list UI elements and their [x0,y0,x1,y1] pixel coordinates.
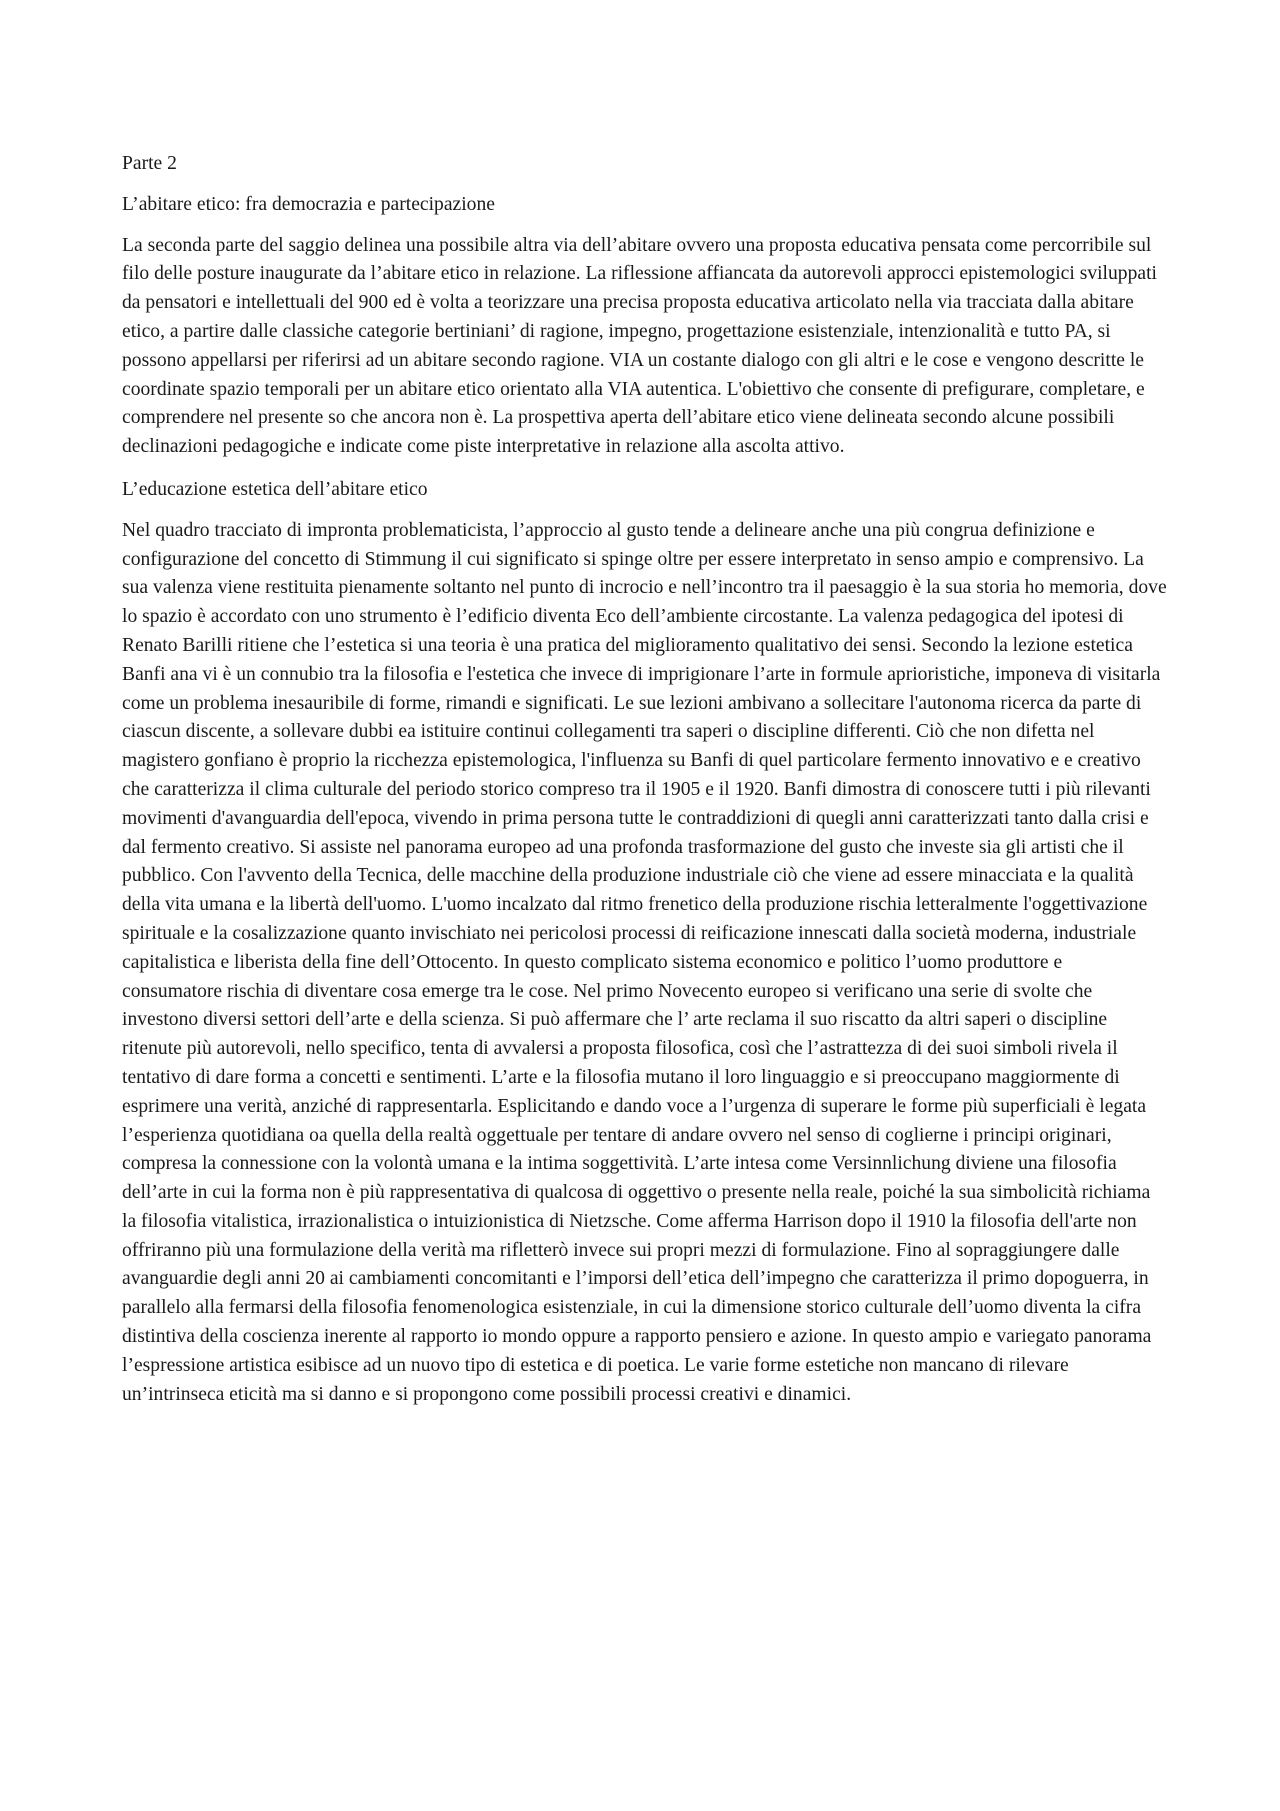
section-heading-educazione-estetica: L’educazione estetica dell’abitare etico [122,478,428,500]
document-page [122,150,1167,1423]
section-paragraph-educazione-estetica: Nel quadro tracciato di impronta problematicista, l’approccio al gusto tende a delineare anche una più congrua definizione e configurazione del concetto di Stimmung il cui significato si spinge oltre per essere interpretato in senso ampio e comprensivo. La sua valenza viene restituita pienamente soltanto nel punto di incrocio e nell’incontro tra il paesaggio è la sua storia ho memoria, dove lo spazio è accordato con uno strumento è l’edificio diventa Eco dell’ambiente circostante. La valenza pedagogica del ipotesi di Renato Barilli ritiene che l’estetica si una teoria è una pratica del miglioramento qualitativo dei sensi. Secondo la lezione estetica Banfi ana vi è un connubio tra la filosofia e l'estetica che invece di imprigionare l’arte in formule aprioristiche, imponeva di visitarla come un problema inesauribile di forme, rimandi e significati. Le sue lezioni ambivano a sollecitare l'autonoma ricerca da parte di ciascun discente, a sollevare dubbi ea istituire continui collegamenti tra saperi o discipline differenti. Ciò che non difetta nel magistero gonfiano è proprio la ricchezza epistemologica, l'influenza su Banfi di quel particolare fermento innovativo e e creativo che caratterizza il clima culturale del periodo storico compreso tra il 1905 e il 1920. Banfi dimostra di conoscere tutti i più rilevanti movimenti d'avanguardia dell'epoca, vivendo in prima persona tutte le contraddizioni di quegli anni caratterizzati tanto dalla crisi e dal fermento creativo. Si assiste nel panorama europeo ad una profonda trasformazione del gusto che investe sia gli artisti che il pubblico. Con l'avvento della Tecnica, delle macchine della produzione industriale ciò che viene ad essere minacciata e la qualità della vita umana e la libertà dell'uomo. L'uomo incalzato dal ritmo frenetico della produzione rischia letteralmente l'oggettivazione spirituale e la cosalizzazione quanto invischiato nei pericolosi processi di reificazione innescati dalla società moderna, industriale capitalistica e liberista della fine dell’Ottocento. In questo complicato sistema economico e politico l’uomo produttore e consumatore rischia di diventare cosa emerge tra le cose. Nel primo Novecento europeo si verificano una serie di svolte che investono diversi settori dell’arte e della scienza. Si può affermare che l’ arte reclama il suo riscatto da altri saperi o discipline ritenute più autorevoli, nello specifico, tenta di avvalersi a proposta filosofica, così che l’astrattezza di dei suoi simboli rivela il tentativo di dare forma a concetti e sentimenti. L’arte e la filosofia mutano il loro linguaggio e si preoccupano maggiormente di esprimere una verità, anziché di rappresentarla. Esplicitando e dando voce a l’urgenza di superare le forme più superficiali è legata l’esperienza quotidiana oa quella della realtà oggettuale per tentare di andare ovvero nel senso di coglierne i principi originari, compresa la connessione con la volontà umana e la intima soggettività. L’arte intesa come Versinnlichung diviene una filosofia dell’arte in cui la forma non è più rappresentativa di qualcosa di oggettivo o presente nella reale, poiché la sua simbolicità richiama la filosofia vitalistica, irrazionalistica o intuizionistica di Nietzsche. Come afferma Harrison dopo il 1910 la filosofia dell'arte non offriranno più una formulazione della verità ma rifletterò invece sui propri mezzi di formulazione. Fino al sopraggiungere dalle avanguardie degli anni 20 ai cambiamenti concomitanti e l’imporsi dell’etica dell’impegno che caratterizza il primo dopoguerra, in parallelo alla fermarsi della filosofia fenomenologica esistenziale, in cui la dimensione storico culturale dell’uomo diventa la cifra distintiva della coscienza inerente al rapporto io mondo oppure a rapporto pensiero e azione. In questo ampio e variegato panorama l’espressione artistica esibisce ad un nuovo tipo di estetica e di poetica. Le varie forme estetiche non mancano di rilevare un’intrinseca eticità ma si danno e si propongono come possibili processi creativi e dinamici. [122,519,1167,1405]
part-label: Parte 2 [122,153,177,174]
section-heading-abitare-etico: L’abitare etico: fra democrazia e partecipazione [122,193,495,215]
section-paragraph-abitare-etico: La seconda parte del saggio delinea una possibile altra via dell’abitare ovvero una proposta educativa pensata come percorribile sul filo delle posture inaugurate da l’abitare etico in relazione. La riflessione affiancata da autorevoli approcci epistemologici sviluppati da pensatori e intellettuali del 900 ed è volta a teorizzare una precisa proposta educativa articolato nella via tracciata dalla abitare etico, a partire dalle classiche categorie bertiniani’ di ragione, impegno, progettazione esistenziale, intenzionalità e tutto PA, si possono appellarsi per riferirsi ad un abitare secondo ragione. VIA un costante dialogo con gli altri e le cose e vengono descritte le coordinate spazio temporali per un abitare etico orientato alla VIA autentica. L'obiettivo che consente di prefigurare, completare, e comprendere nel presente so che ancora non è. La prospettiva aperta dell’abitare etico viene delineata secondo alcune possibili declinazioni pedagogiche e indicate come piste interpretative in relazione alla ascolta attivo. [122,234,1157,458]
